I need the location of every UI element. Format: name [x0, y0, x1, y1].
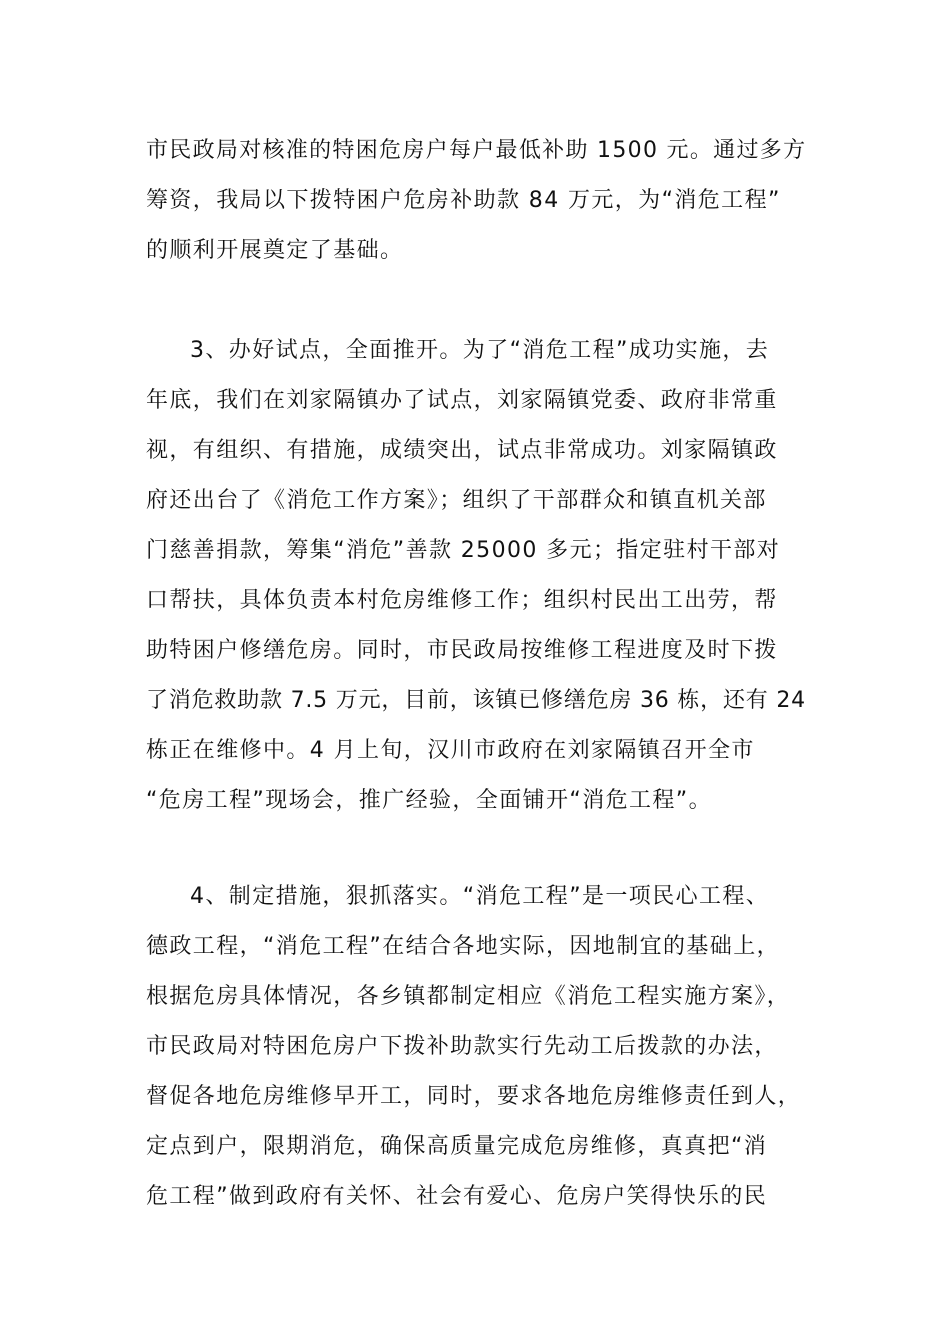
- paragraph-3-line-2: 德政工程，“消危工程”在结合各地实际，因地制宜的基础上，: [146, 934, 780, 959]
- paragraph-2-line-3: 视，有组织、有措施，成绩突出，试点非常成功。刘家隔镇政: [146, 438, 778, 463]
- paragraph-2-line-4: 府还出台了《消危工作方案》；组织了干部群众和镇直机关部: [146, 488, 767, 513]
- paragraph-2-line-9: 栋正在维修中。4 月上旬，汉川市政府在刘家隔镇召开全市: [146, 738, 755, 763]
- paragraph-3-line-4: 市民政局对特困危房户下拨补助款实行先动工后拨款的办法，: [146, 1034, 778, 1059]
- paragraph-3-line-1: 4、制定措施，狠抓落实。“消危工程”是一项民心工程、: [190, 884, 770, 909]
- paragraph-1-line-3: 的顺利开展奠定了基础。: [146, 238, 404, 263]
- paragraph-2-line-8: 了消危救助款 7.5 万元，目前，该镇已修缮危房 36 栋，还有 24: [146, 688, 806, 713]
- paragraph-2-line-10: “危房工程”现场会，推广经验，全面铺开“消危工程”。: [146, 788, 712, 813]
- paragraph-2-line-6: 口帮扶，具体负责本村危房维修工作；组织村民出工出劳，帮: [146, 588, 778, 613]
- paragraph-2-line-5: 门慈善捐款，筹集“消危”善款 25000 多元；指定驻村干部对: [146, 538, 781, 563]
- paragraph-2-line-2: 年底，我们在刘家隔镇办了试点，刘家隔镇党委、政府非常重: [146, 388, 778, 413]
- paragraph-3-line-5: 督促各地危房维修早开工，同时，要求各地危房维修责任到人，: [146, 1084, 802, 1109]
- paragraph-2-line-7: 助特困户修缮危房。同时，市民政局按维修工程进度及时下拨: [146, 638, 778, 663]
- paragraph-3-line-3: 根据危房具体情况，各乡镇都制定相应《消危工程实施方案》，: [146, 984, 791, 1009]
- paragraph-3-line-6: 定点到户，限期消危，确保高质量完成危房维修，真真把“消: [146, 1134, 768, 1159]
- paragraph-1-line-1: 市民政局对核准的特困危房户每户最低补助 1500 元。通过多方: [146, 138, 807, 163]
- paragraph-3-line-7: 危工程”做到政府有关怀、社会有爱心、危房户笑得快乐的民: [146, 1184, 768, 1209]
- paragraph-1-line-2: 筹资，我局以下拨特困户危房补助款 84 万元，为“消危工程”: [146, 188, 781, 213]
- paragraph-2-line-1: 3、办好试点，全面推开。为了“消危工程”成功实施，去: [190, 338, 770, 363]
